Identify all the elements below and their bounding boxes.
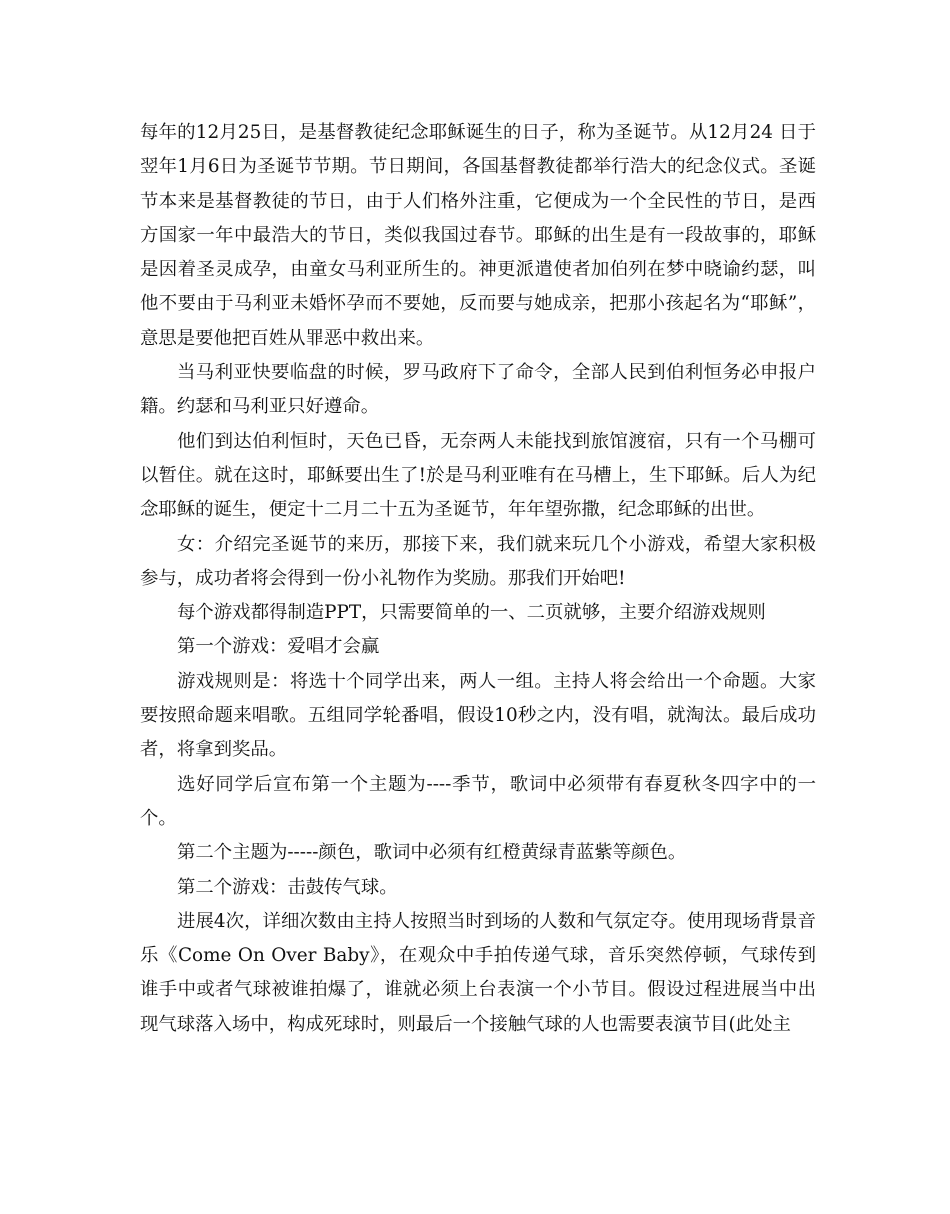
paragraph-theme-color: 第二个主题为-----颜色，歌词中必须有红橙黄绿青蓝紫等颜色。 bbox=[177, 842, 687, 864]
paragraph-game-one-title: 第一个游戏：爱唱才会赢 bbox=[177, 636, 380, 658]
paragraph-bethlehem: 他们到达伯利恒时，天色已昏，无奈两人未能找到旅馆渡宿，只有一个马棚可以暂住。就在这时，耶稣要出生了!於是马利亚唯有在马槽上，生下耶稣。后人为纪念耶稣的诞生，便定十二月二十五为圣诞节，年年望弥撒，纪念耶稣的出世。 bbox=[140, 430, 816, 521]
paragraph-game-two-rules: 进展4次，详细次数由主持人按照当时到场的人数和气氛定夺。使用现场背景音乐《Come On Over Baby》，在观众中手拍传递气球，音乐突然停顿，气球传到谁手中或者气球被谁拍爆了，谁就必须上台表演一个小节目。假设过程进展当中出现气球落入场中，构成死球时，则最后一个接触气球的人也需要表演节目(此处主 bbox=[140, 910, 816, 1035]
paragraph-game-one-rules: 游戏规则是：将选十个同学出来，两人一组。主持人将会给出一个命题。大家要按照命题来唱歌。五组同学轮番唱，假设10秒之内，没有唱，就淘汰。最后成功者，将拿到奖品。 bbox=[140, 670, 816, 761]
paragraph-christmas-intro: 每年的12月25日，是基督教徒纪念耶稣诞生的日子，称为圣诞节。从12月24 日于翌年1月6日为圣诞节节期。节日期间，各国基督教徒都举行浩大的纪念仪式。圣诞节本来是基督教徒的节日，由于人们格外注重，它便成为一个全民性的节日，是西方国家一年中最浩大的节日，类似我国过春节。耶稣的出生是有一段故事的，耶稣是因着圣灵成孕，由童女马利亚所生的。神更派遣使者加伯列在梦中晓谕约瑟，叫他不要由于马利亚未婚怀孕而不要她，反而要与她成亲，把那小孩起名为“耶稣”，意思是要他把百姓从罪恶中救出来。 bbox=[140, 122, 816, 349]
paragraph-game-two-title: 第二个游戏：击鼓传气球。 bbox=[177, 876, 398, 898]
paragraph-host-intro-games: 女：介绍完圣诞节的来历，那接下来，我们就来玩几个小游戏，希望大家积极参与，成功者将会得到一份小礼物作为奖励。那我们开始吧! bbox=[140, 533, 816, 589]
paragraph-theme-season: 选好同学后宣布第一个主题为----季节，歌词中必须带有春夏秋冬四字中的一个。 bbox=[140, 773, 816, 829]
document-body bbox=[140, 116, 816, 1042]
paragraph-census: 当马利亚快要临盘的时候，罗马政府下了命令，全部人民到伯利恒务必申报户籍。约瑟和马利亚只好遵命。 bbox=[140, 362, 816, 418]
paragraph-ppt-note: 每个游戏都得制造PPT，只需要简单的一、二页就够，主要介绍游戏规则 bbox=[177, 602, 766, 624]
